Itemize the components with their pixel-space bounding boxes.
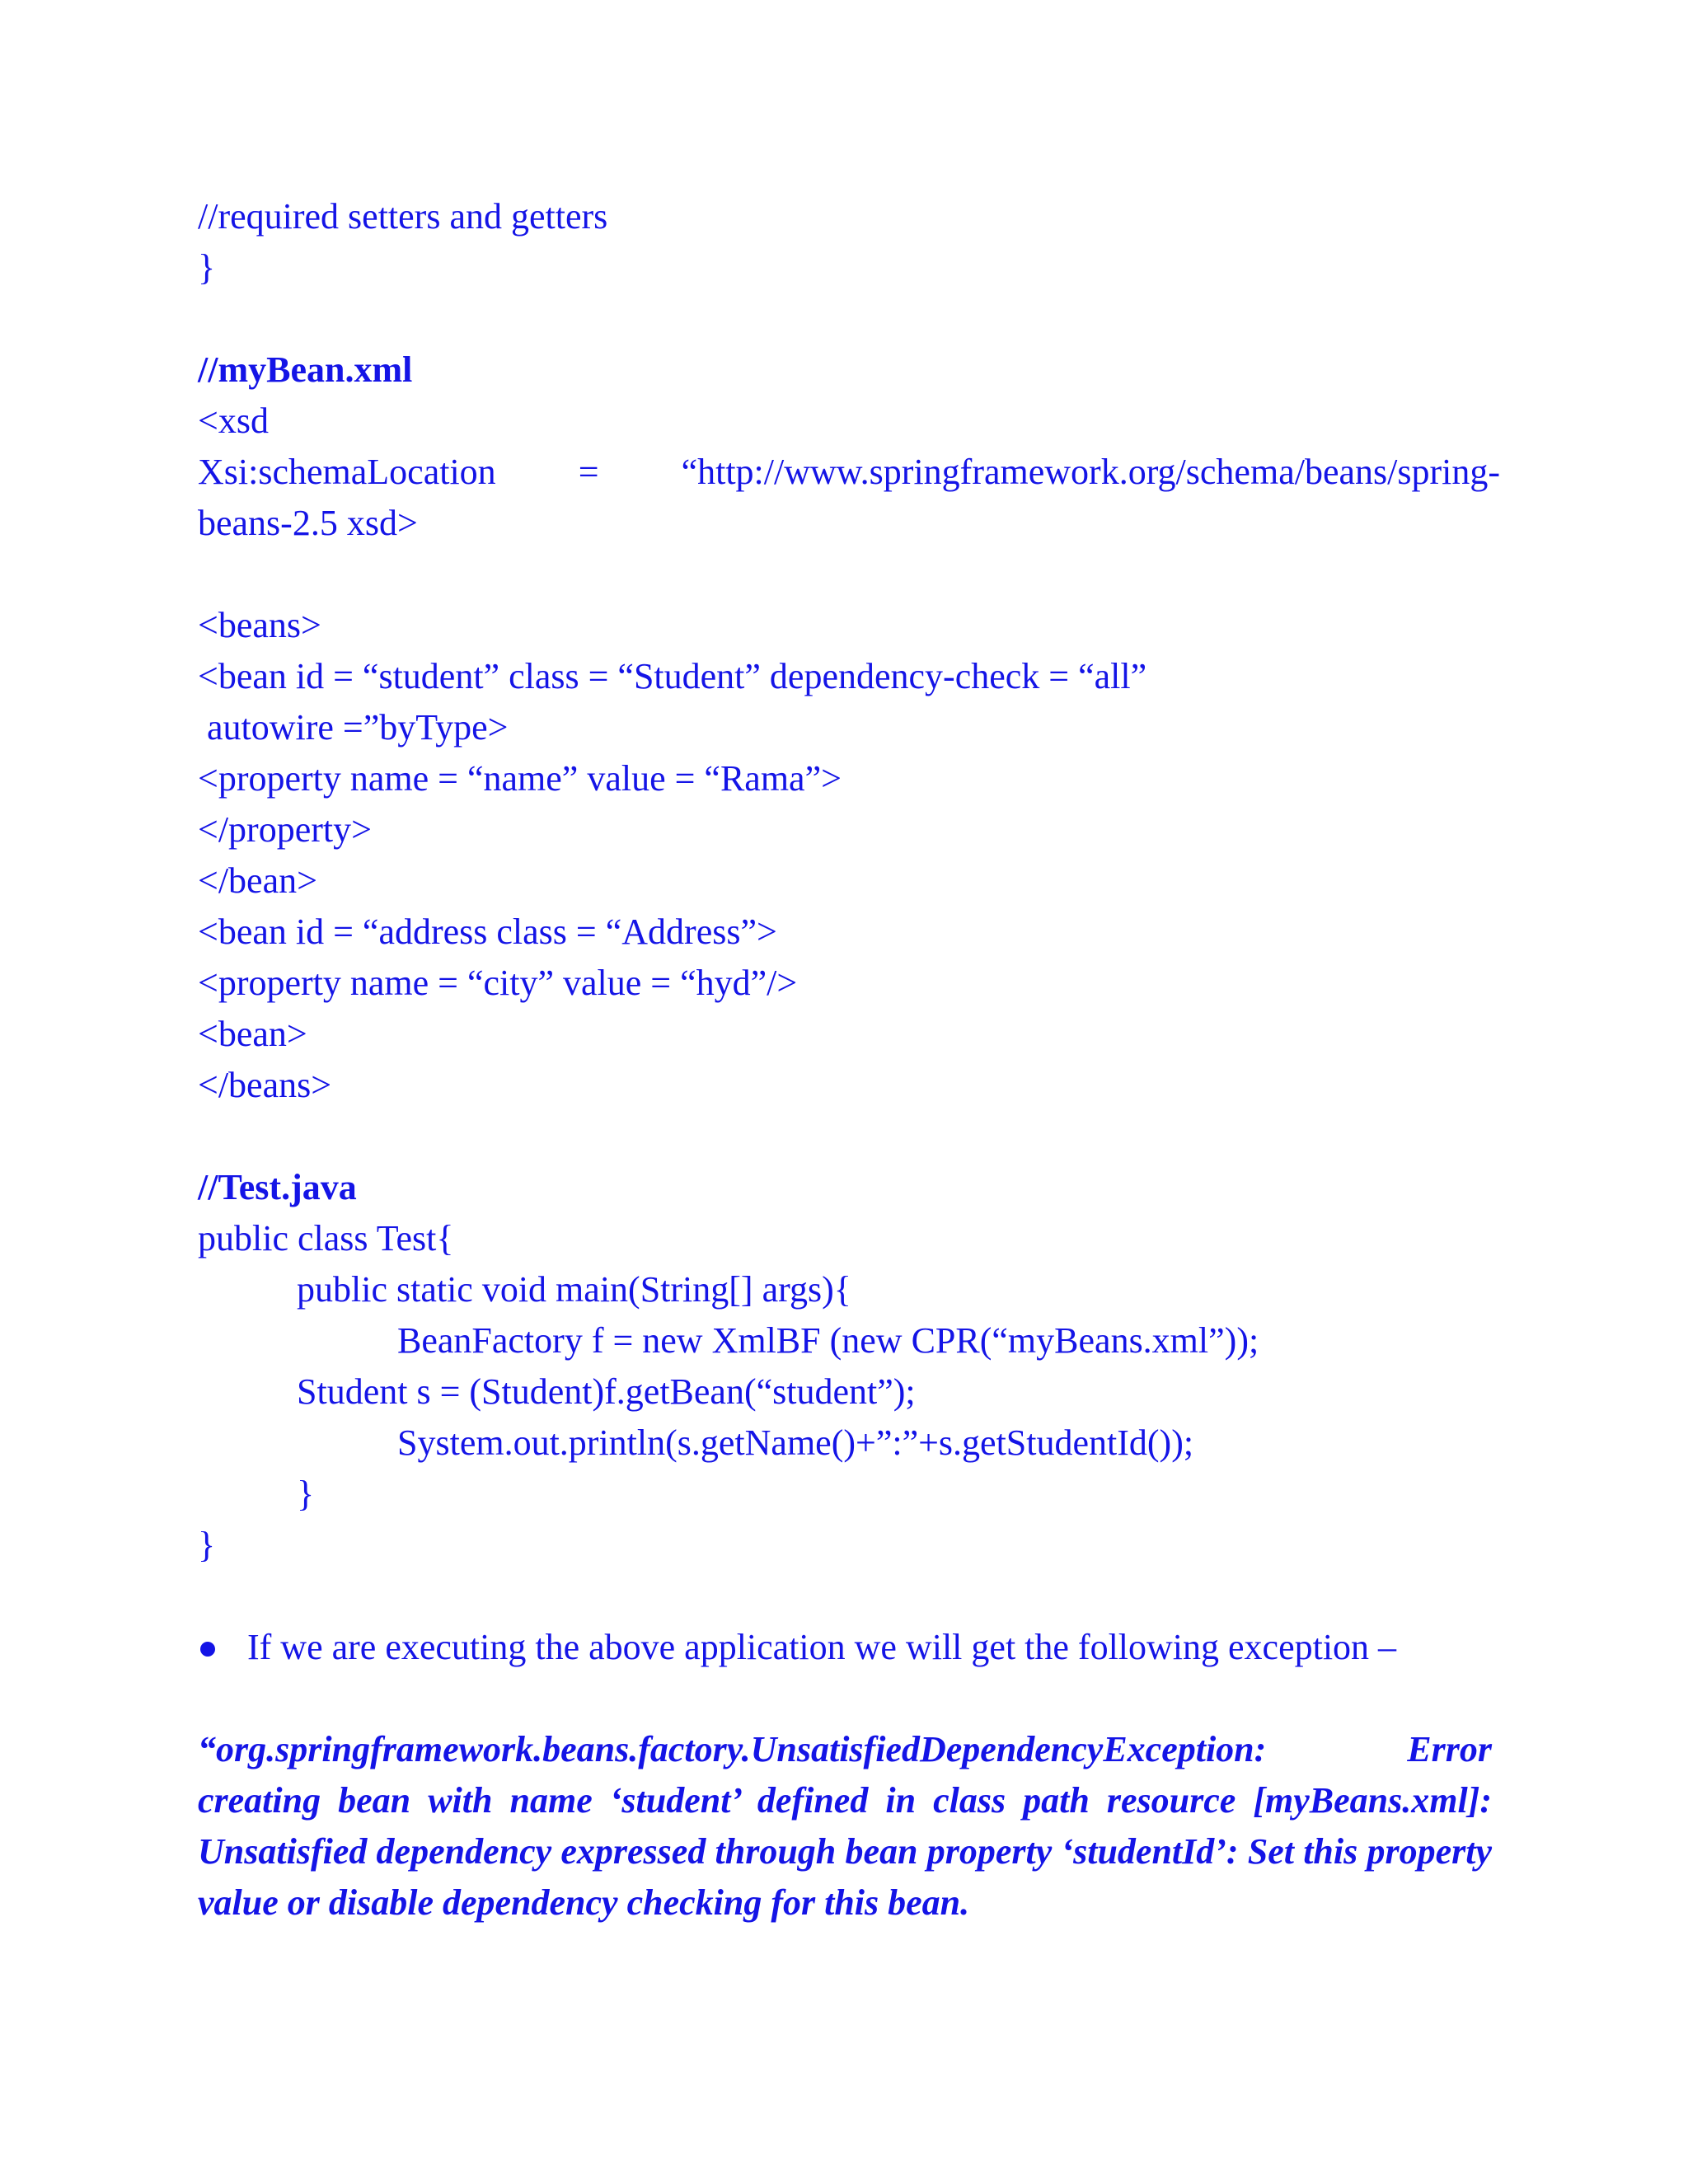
schema-location-line [198, 447, 1500, 498]
spacer [198, 1111, 1500, 1162]
java-line: BeanFactory f = new XmlBF (new CPR(“myBeans.xml”)); [397, 1320, 1259, 1361]
code-comment: //required setters and getters [198, 196, 608, 237]
spacer [198, 549, 1500, 600]
java-line: } [297, 1474, 315, 1514]
schema-url: “http://www.springframework.org/schema/beans/spring- [681, 452, 1500, 492]
spacer [198, 1571, 1500, 1622]
xml-section-heading: //myBean.xml [198, 349, 413, 390]
spacer [198, 293, 1500, 344]
exception-message: “org.springframework.beans.factory.UnsatisfiedDependencyException: Error creating bean with name ‘student’ defined in class path resource [myBeans.xml]: Unsatisfied dependency expressed through bean property ‘studentId’: Set this property value or disable dependency checking for this bean. [198, 1729, 1492, 1923]
xml-line: </property> [198, 809, 372, 850]
java-section-heading: //Test.java [198, 1167, 357, 1207]
xml-line: <bean> [198, 1014, 307, 1054]
xml-line: <xsd [198, 401, 269, 441]
code-closing-brace: } [198, 247, 216, 288]
schema-attr: Xsi:schemaLocation [198, 452, 496, 492]
java-line: System.out.println(s.getName()+”:”+s.getStudentId()); [397, 1422, 1194, 1463]
schema-equals: = [578, 452, 599, 492]
xml-line: <bean id = “address class = “Address”> [198, 912, 777, 952]
xml-line: <property name = “name” value = “Rama”> [198, 758, 842, 799]
bullet-text: If we are executing the above application we will get the following exception – [247, 1627, 1397, 1667]
xml-line: <beans> [198, 605, 321, 645]
xml-line: beans-2.5 xsd> [198, 503, 418, 543]
xml-line: autowire =”byType> [198, 707, 509, 748]
xml-line: </beans> [198, 1065, 332, 1105]
xml-line: </bean> [198, 860, 317, 901]
java-line: Student s = (Student)f.getBean(“student”); [297, 1371, 916, 1412]
xml-line: <property name = “city” value = “hyd”/> [198, 963, 798, 1003]
document-page [198, 191, 1500, 1929]
java-line: } [198, 1525, 216, 1565]
java-line: public class Test{ [198, 1218, 454, 1258]
bullet-item [198, 1622, 1500, 1673]
spacer [198, 1673, 1500, 1724]
xml-line: <bean id = “student” class = “Student” dependency-check = “all” [198, 656, 1147, 696]
bullet-icon [198, 1622, 247, 1673]
java-line: public static void main(String[] args){ [297, 1269, 851, 1310]
